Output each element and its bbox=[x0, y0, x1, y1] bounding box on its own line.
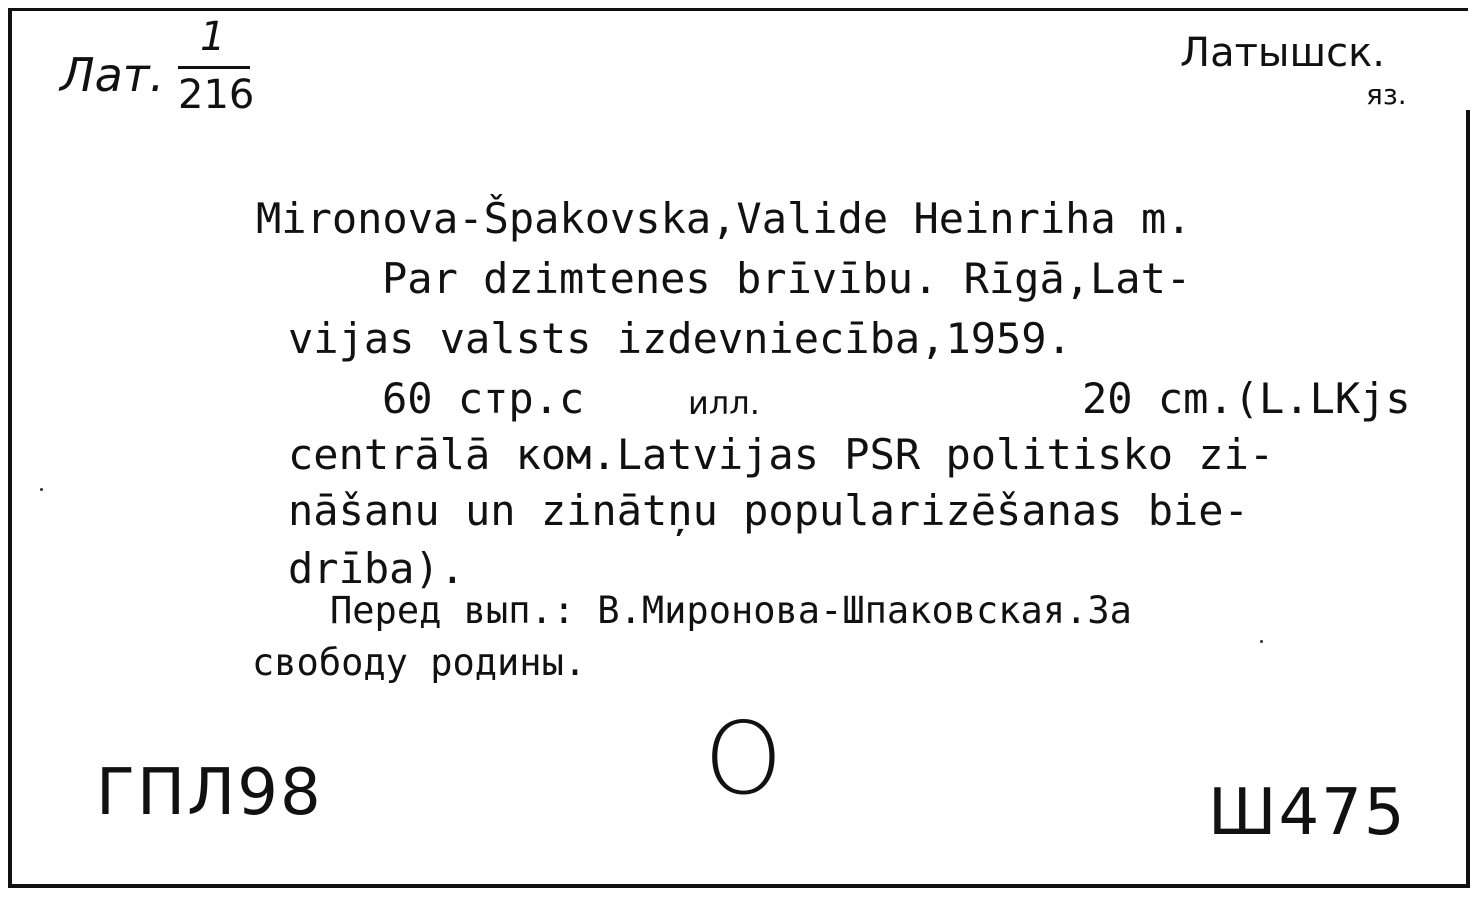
speck bbox=[40, 488, 43, 491]
entry-author-line: Mironova-Špakovska,Valide Heinriha m. bbox=[256, 194, 1192, 243]
card-border-bottom bbox=[8, 884, 1470, 888]
card-border-left bbox=[8, 8, 12, 888]
bottom-right-code: Ш475 bbox=[1208, 776, 1407, 850]
entry-series-line1: centrālā ком.Latvijas PSR politisko zi- bbox=[288, 430, 1275, 479]
shelfmark-prefix: Лат. bbox=[60, 48, 165, 102]
entry-title-line: Par dzimtenes brīvību. Rīgā,Lat- bbox=[382, 254, 1192, 303]
entry-publisher-line: vijas valsts izdevniecība,1959. bbox=[288, 314, 1072, 363]
entry-series-line3: drība). bbox=[288, 544, 466, 593]
entry-series-line2: nāšanu un zinātņu popularizēšanas bie- bbox=[288, 486, 1249, 535]
circle-mark: O bbox=[704, 700, 783, 817]
language-note-line1: Латышск. bbox=[1180, 30, 1385, 76]
entry-note-line1: Перед вып.: В.Миронова-Шпаковская.За bbox=[330, 589, 1132, 632]
entry-illustrations: илл. bbox=[688, 384, 760, 422]
card-border-right bbox=[1466, 110, 1470, 886]
shelfmark-fraction-line bbox=[178, 66, 250, 69]
shelfmark-denominator: 216 bbox=[178, 72, 255, 118]
speck bbox=[1260, 640, 1263, 643]
entry-size-series: 20 cm.(L.LKjs bbox=[1082, 374, 1411, 423]
language-note-line2: яз. bbox=[1366, 78, 1407, 111]
entry-pages: 60 стр.с bbox=[382, 374, 585, 423]
card-border-top bbox=[10, 8, 1468, 11]
shelfmark-numerator: 1 bbox=[200, 14, 226, 60]
bottom-left-code: ГПЛ98 bbox=[96, 756, 323, 830]
entry-note-line2: свободу родины. bbox=[252, 641, 587, 684]
